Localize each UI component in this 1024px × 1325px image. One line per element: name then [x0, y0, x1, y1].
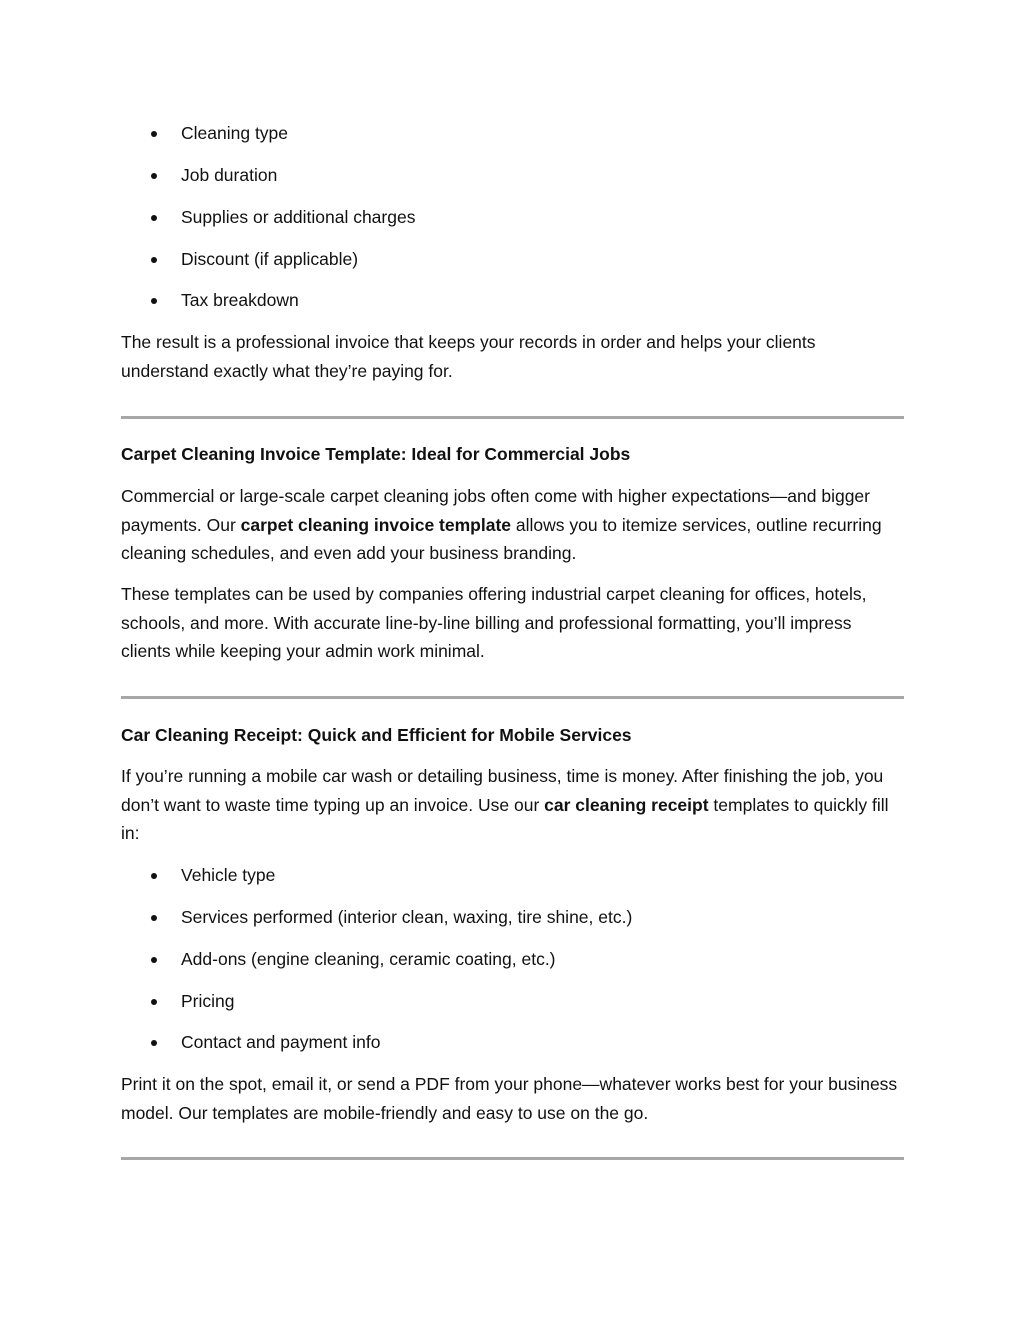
section-heading: Car Cleaning Receipt: Quick and Efficient for Mobile Services	[121, 725, 632, 745]
paragraph	[121, 762, 904, 848]
list-item-text: Add-ons (engine cleaning, ceramic coating, etc.)	[181, 949, 556, 969]
bold-keyword: car cleaning receipt	[544, 794, 709, 815]
paragraph: These templates can be used by companies offering industrial carpet cleaning for offices, hotels, schools, and more. With accurate line-by-line billing and professional formatting, you’ll impress clients while keeping your admin work minimal.	[121, 584, 867, 661]
bullet-icon	[151, 873, 157, 879]
divider	[121, 696, 904, 699]
divider	[121, 416, 904, 419]
bullet-icon	[151, 915, 157, 921]
list-item-text: Job duration	[181, 165, 278, 185]
list-item-text: Tax breakdown	[181, 290, 299, 310]
bullet-icon	[151, 1040, 157, 1046]
bullet-icon	[151, 957, 157, 963]
bullet-icon	[151, 215, 157, 221]
list-item-text: Cleaning type	[181, 123, 289, 143]
section-heading: Carpet Cleaning Invoice Template: Ideal for Commercial Jobs	[121, 444, 631, 464]
paragraph-text: templates to quickly fill in:	[121, 794, 889, 843]
bold-keyword: carpet cleaning invoice template	[240, 514, 512, 535]
divider	[121, 1157, 904, 1160]
paragraph: The result is a professional invoice that keeps your records in order and helps your clients understand exactly what they’re paying for.	[121, 332, 816, 381]
list-item-text: Pricing	[181, 991, 235, 1011]
list-item-text: Vehicle type	[181, 865, 276, 885]
paragraph	[121, 482, 904, 568]
paragraph-text: Commercial or large-scale carpet cleaning jobs often come with higher expectations—and bigger payments. Our	[121, 486, 870, 535]
bullet-icon	[151, 298, 157, 304]
paragraph-text: allows you to itemize services, outline recurring cleaning schedules, and even add your business branding.	[121, 514, 882, 563]
bullet-icon	[151, 173, 157, 179]
bullet-icon	[151, 999, 157, 1005]
list-item-text: Discount (if applicable)	[181, 249, 359, 269]
list-item-text: Supplies or additional charges	[181, 207, 416, 227]
bullet-icon	[151, 257, 157, 263]
paragraph: Print it on the spot, email it, or send a PDF from your phone—whatever works best for your business model. Our templates are mobile-friendly and easy to use on the go.	[121, 1074, 898, 1123]
list-item-text: Contact and payment info	[181, 1032, 381, 1052]
list-item-text: Services performed (interior clean, waxing, tire shine, etc.)	[181, 907, 633, 927]
paragraph-text: If you’re running a mobile car wash or detailing business, time is money. After finishing the job, you don’t want to waste time typing up an invoice. Use our	[121, 766, 884, 815]
bullet-icon	[151, 131, 157, 137]
